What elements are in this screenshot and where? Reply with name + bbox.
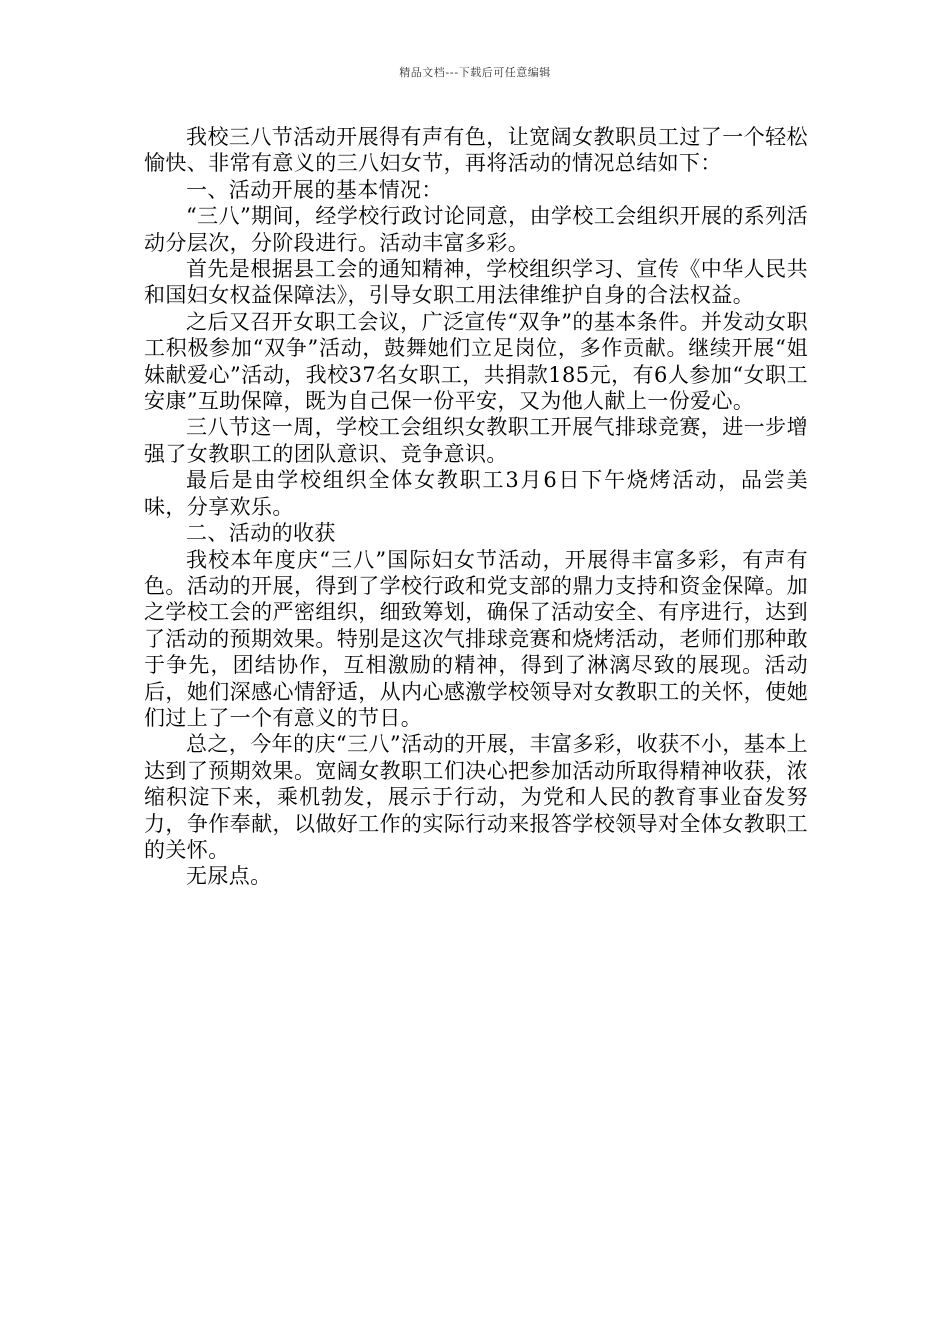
section-heading-results: 二、活动的收获 [186, 521, 336, 546]
paragraph-intro: 我校三八节活动开展得有声有色，让宽阔女教职员工过了一个轻松愉快、非常有意义的三八妇女节，再将活动的情况总结如下： [144, 125, 808, 176]
page-header: 精品文档---下载后可任意编辑 [399, 66, 551, 79]
paragraph: 最后是由学校组织全体女教职工3月6日下午烧烤活动，品尝美味，分享欢乐。 [144, 468, 808, 519]
paragraph: 首先是根据县工会的通知精神，学校组织学习、宣传《中华人民共和国妇女权益保障法》，引导女职工用法律维护自身的合法权益。 [144, 257, 808, 308]
paragraph: 三八节这一周，学校工会组织女教职工开展气排球竞赛，进一步增强了女教职工的团队意识、竞争意识。 [144, 415, 808, 466]
paragraph-closing: 无尿点。 [186, 864, 272, 889]
paragraph-conclusion: 总之，今年的庆“三八”活动的开展，丰富多彩，收获不小，基本上达到了预期效果。宽阔女教职工们决心把参加活动所取得精神收获，浓缩积淀下来，乘机勃发，展示于行动，为党和人民的教育事业奋发努力，争作奉献，以做好工作的实际行动来报答学校领导对全体女教职工的关怀。 [144, 732, 808, 862]
paragraph: 我校本年度庆“三八”国际妇女节活动，开展得丰富多彩，有声有色。活动的开展，得到了学校行政和党支部的鼎力支持和资金保障。加之学校工会的严密组织，细致筹划，确保了活动安全、有序进行，达到了活动的预期效果。特别是这次气排球竞赛和烧烤活动，老师们那种敢于争先，团结协作，互相激励的精神，得到了淋漓尽致的展现。活动后，她们深感心情舒适，从内心感激学校领导对女教职工的关怀，使她们过上了一个有意义的节日。 [144, 547, 808, 730]
paragraph: 之后又召开女职工会议，广泛宣传“双争”的基本条件。并发动女职工积极参加“双争”活动，鼓舞她们立足岗位，多作贡献。继续开展“姐妹献爱心”活动，我校37名女职工，共捐款185元，有6人参加“女职工安康”互助保障，既为自己保一份平安，又为他人献上一份爱心。 [144, 309, 808, 414]
section-heading-basic-situation: 一、活动开展的基本情况： [186, 177, 443, 202]
document-body [144, 124, 808, 890]
paragraph: “三八”期间，经学校行政讨论同意，由学校工会组织开展的系列活动分层次，分阶段进行。活动丰富多彩。 [144, 204, 808, 255]
